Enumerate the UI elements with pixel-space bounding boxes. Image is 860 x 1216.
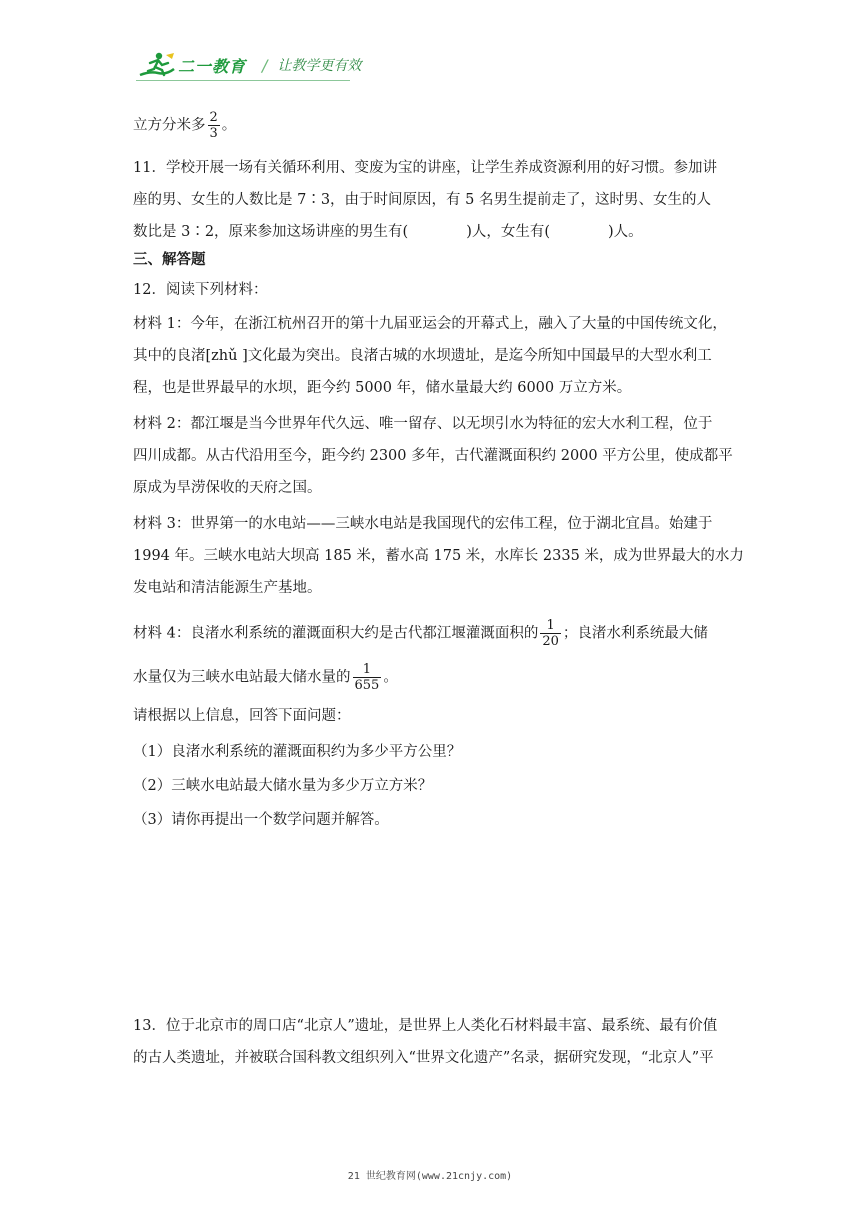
- q12-sub3: （3）请你再提出一个数学问题并解答。: [133, 812, 389, 828]
- header-underline: [136, 80, 350, 81]
- q13-line1: 13．位于北京市的周口店“北京人”遗址，是世界上人类化石材料最丰富、最系统、最有价值: [133, 1018, 718, 1034]
- q12-sub1: （1）良渚水利系统的灌溉面积约为多少平方公里？: [133, 744, 462, 760]
- material-2-line2: 四川成都。从古代沿用至今，距今约 2300 多年，古代灌溉面积约 2000 平方公里，使成都平: [133, 448, 733, 464]
- material-2-line1: 材料 2：都江堰是当今世界年代久远、唯一留存、以无坝引水为特征的宏大水利工程，位于: [133, 416, 713, 432]
- page-footer: 21 世纪教育网(www.21cnjy.com): [347, 1171, 513, 1182]
- material-1-line3: 程，也是世界最早的水坝，距今约 5000 年，储水量最大约 6000 万立方米。: [133, 380, 632, 396]
- material-3-line2: 1994 年。三峡水电站大坝高 185 米，蓄水高 175 米，水库长 2335 米，成为世界最大的水力: [133, 548, 744, 564]
- q12-intro: 12．阅读下列材料：: [133, 282, 268, 298]
- material-4-line2: 水量仅为三峡水电站最大储水量的 $\frac{1}{655}$ 。: [133, 662, 398, 693]
- logo-text: 二一教育: [178, 56, 247, 76]
- q11-line3: 数比是 3∶2，原来参加这场讲座的男生有( )人，女生有( )人。: [133, 224, 643, 240]
- q11-line1: 11．学校开展一场有关循环利用、变废为宝的讲座，让学生养成资源利用的好习惯。参加讲: [133, 160, 717, 176]
- material-3-line1: 材料 3：世界第一的水电站——三峡水电站是我国现代的宏伟工程，位于湖北宜昌。始建于: [133, 516, 713, 532]
- fraction: $\frac{2}{3}$: [209, 110, 218, 141]
- page-header: [136, 50, 361, 80]
- runner-logo-icon: [136, 51, 176, 79]
- fraction: $\frac{1}{20}$: [542, 618, 559, 649]
- q10-tail: 立方分米多 $\frac{2}{3}$ 。: [133, 110, 237, 141]
- fraction: $\frac{1}{655}$: [354, 662, 380, 693]
- material-1-line1: 材料 1：今年，在浙江杭州召开的第十九届亚运会的开幕式上，融入了大量的中国传统文化，: [133, 316, 727, 332]
- header-divider: /: [262, 55, 268, 75]
- q12-prompt: 请根据以上信息，回答下面问题：: [133, 708, 351, 724]
- material-4-line1: 材料 4：良渚水利系统的灌溉面积大约是古代都江堰灌溉面积的 $\frac{1}{20}$ ；良渚水利系统最大储: [133, 618, 708, 649]
- material-2-line3: 原成为旱涝保收的天府之国。: [133, 480, 322, 496]
- section-title: 三、解答题: [133, 251, 206, 268]
- q11-line2: 座的男、女生的人数比是 7∶3，由于时间原因，有 5 名男生提前走了，这时男、女生的人: [133, 192, 711, 208]
- header-slogan: 让教学更有效: [277, 58, 362, 74]
- material-1-line2: 其中的良渚[zhǔ ]文化最为突出。良渚古城的水坝遗址，是迄今所知中国最早的大型水利工: [133, 348, 712, 364]
- q13-line2: 的古人类遗址，并被联合国科教文组织列入“世界文化遗产”名录，据研究发现，“北京人”平: [133, 1050, 714, 1066]
- q12-sub2: （2）三峡水电站最大储水量为多少万立方米？: [133, 778, 433, 794]
- material-3-line3: 发电站和清洁能源生产基地。: [133, 580, 322, 596]
